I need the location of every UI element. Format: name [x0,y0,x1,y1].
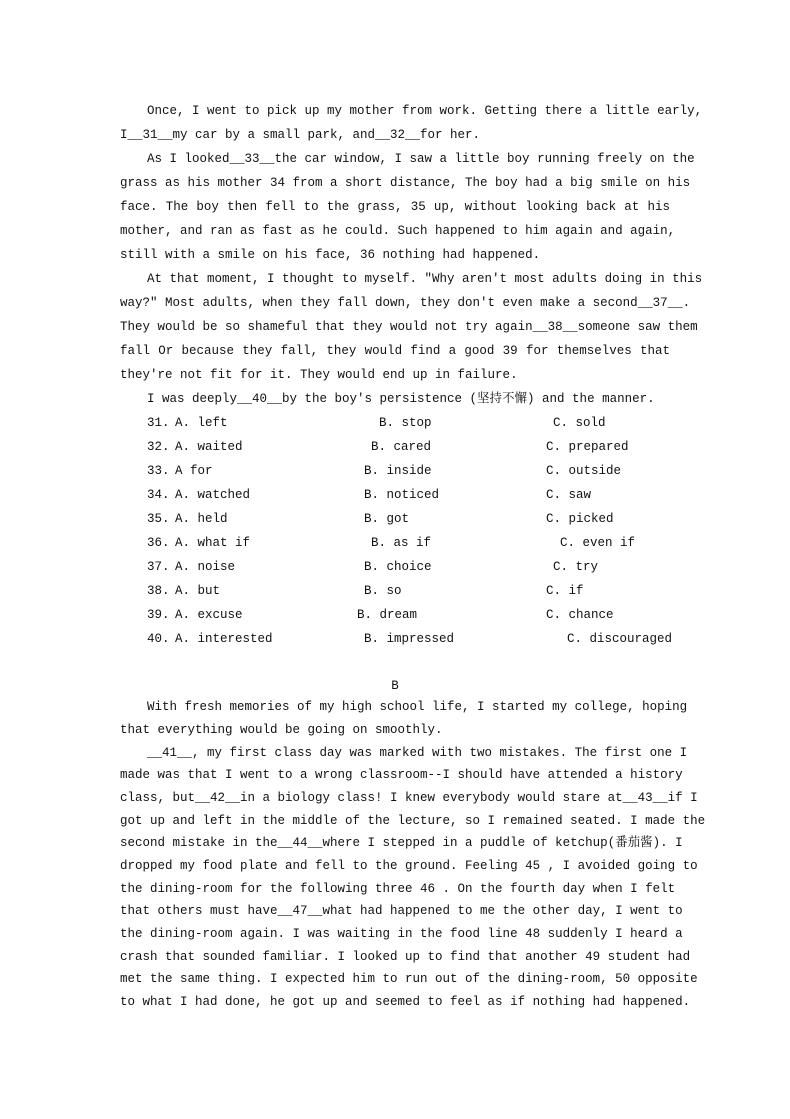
option-a: A for [175,464,213,478]
passage-b-line: With fresh memories of my high school life, I started my college, hoping [147,700,688,714]
question-number: 31. [147,416,170,430]
option-b: B. so [364,584,402,598]
option-b: B. impressed [364,632,455,646]
option-a: A. waited [175,440,243,454]
option-c: C. outside [546,464,622,478]
option-c: C. sold [553,416,606,430]
option-c: C. saw [546,488,592,502]
question-number: 36. [147,536,170,550]
option-b: B. as if [371,536,432,550]
option-b: B. cared [371,440,432,454]
passage-a-line: At that moment, I thought to myself. "Why aren't most adults doing in this [147,272,703,286]
question-number: 32. [147,440,170,454]
passage-b-line: __41__, my first class day was marked with two mistakes. The first one I [147,746,688,760]
option-c: C. try [553,560,599,574]
question-number: 39. [147,608,170,622]
option-b: B. noticed [364,488,440,502]
question-number: 35. [147,512,170,526]
passage-a-line: fall Or because they fall, they would find a good 39 for themselves that [120,344,670,358]
option-c: C. prepared [546,440,629,454]
passage-b-line: class, but__42__in a biology class! I knew everybody would stare at__43__if I [120,791,698,805]
passage-b-line: dropped my food plate and fell to the ground. Feeling 45 , I avoided going to [120,859,698,873]
option-c: C. discouraged [567,632,673,646]
option-b: B. choice [364,560,432,574]
question-number: 33. [147,464,170,478]
passage-b-line: that everything would be going on smoothly. [120,723,443,737]
option-c: C. even if [560,536,636,550]
option-a: A. but [175,584,221,598]
question-number: 38. [147,584,170,598]
passage-b-line: the dining-room for the following three 46 . On the fourth day when I felt [120,882,676,896]
passage-a-line: Once, I went to pick up my mother from work. Getting there a little early, [147,104,703,118]
option-b: B. inside [364,464,432,478]
passage-a-line: mother, and ran as fast as he could. Such happened to him again and again, [120,224,676,238]
option-a: A. held [175,512,228,526]
option-a: A. what if [175,536,251,550]
passage-b-line: crash that sounded familiar. I looked up to find that another 49 student had [120,950,691,964]
passage-a-line: They would be so shameful that they would not try again__38__someone saw them [120,320,698,334]
passage-b-line: got up and left in the middle of the lecture, so I remained seated. I made the [120,814,706,828]
option-b: B. dream [357,608,418,622]
passage-b-line: second mistake in the__44__where I stepped in a puddle of ketchup(番茄酱). I [120,836,683,850]
option-c: C. if [546,584,584,598]
passage-b-line: to what I had done, he got up and seemed to feel as if nothing had happened. [120,995,691,1009]
passage-a-line: they're not fit for it. They would end up in failure. [120,368,518,382]
passage-a-line: I was deeply__40__by the boy's persistence (坚持不懈) and the manner. [147,392,655,406]
passage-a-line: face. The boy then fell to the grass, 35 up, without looking back at his [120,200,670,214]
question-number: 40. [147,632,170,646]
section-b-heading: B [391,679,399,693]
question-number: 34. [147,488,170,502]
option-a: A. left [175,416,228,430]
passage-a-line: I__31__my car by a small park, and__32__for her. [120,128,481,142]
option-a: A. excuse [175,608,243,622]
passage-a-line: way?" Most adults, when they fall down, they don't even make a second__37__. [120,296,691,310]
option-a: A. noise [175,560,236,574]
passage-b-line: met the same thing. I expected him to run out of the dining-room, 50 opposite [120,972,698,986]
option-a: A. watched [175,488,251,502]
question-number: 37. [147,560,170,574]
option-b: B. got [364,512,410,526]
passage-b-line: made was that I went to a wrong classroom--I should have attended a history [120,768,683,782]
passage-b-line: the dining-room again. I was waiting in the food line 48 suddenly I heard a [120,927,683,941]
passage-a-line: grass as his mother 34 from a short distance, The boy had a big smile on his [120,176,691,190]
option-a: A. interested [175,632,273,646]
passage-a-line: still with a smile on his face, 36 nothing had happened. [120,248,541,262]
option-b: B. stop [379,416,432,430]
passage-b-line: that others must have__47__what had happened to me the other day, I went to [120,904,683,918]
option-c: C. chance [546,608,614,622]
passage-a-line: As I looked__33__the car window, I saw a little boy running freely on the [147,152,695,166]
option-c: C. picked [546,512,614,526]
